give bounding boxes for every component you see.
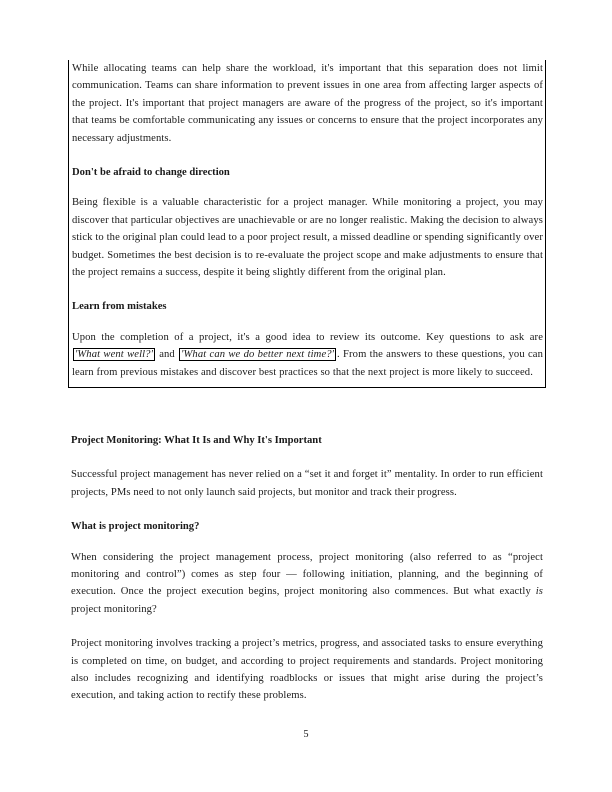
emphasis-is: is bbox=[535, 586, 544, 598]
spacer bbox=[71, 536, 543, 549]
paragraph-text-tail: project monitoring? bbox=[71, 603, 157, 615]
paragraph-successful-project-management: Successful project management has never relied on a “set it and forget it” mentality. In order to run efficient projects, PMs need to not only launch said projects, but monitor and track their progress. bbox=[71, 469, 543, 498]
paragraph-text-tail: . From the answers to these questions, you can learn from previous mistakes and discover best practices so that the next project is more likely to succeed. bbox=[72, 349, 544, 378]
paragraph-text-conjunction: and bbox=[159, 349, 175, 361]
heading-what-is-project-monitoring: What is project monitoring? bbox=[71, 521, 200, 533]
paragraph-allocating-teams: While allocating teams can help share the workload, it's important that this separation does not limit communication. Teams can share information to prevent issues in one area from affecting larger aspects of the project. It's important that project managers are aware of the progress of the project, so it's important that teams be comfortable communicating any issues or concerns to ensure that the project incorporates any necessary adjustments. bbox=[72, 63, 543, 144]
framed-revision-block bbox=[68, 60, 546, 388]
paragraph-being-flexible: Being flexible is a valuable characteristic for a project manager. While monitoring a project, you may discover that particular objectives are unachievable or are no longer realistic. Making the decision to always stick to the original plan could lead to a poor project result, a missed deadline or spending significantly over budget. Sometimes the best decision is to re-evaluate the project scope and make adjustments to ensure that the project remains a success, despite it being slightly different from the original plan. bbox=[72, 197, 543, 279]
paragraph-text-lead: When considering the project management process, project monitoring (also referred to as “project monitoring and control”) comes as step four — following initiation, planning, and the beginning of execution. Once the project execution begins, project monitoring also commences. But what exactly bbox=[71, 551, 543, 598]
spacer bbox=[72, 181, 543, 194]
paragraph-when-considering bbox=[71, 549, 543, 619]
paragraph-text-lead: Upon the completion of a project, it's a good idea to review its outcome. Key questions to ask are bbox=[72, 331, 543, 343]
heading-dont-be-afraid-to-change-direction: Don't be afraid to change direction bbox=[72, 167, 230, 179]
spacer bbox=[72, 281, 543, 298]
paragraph-project-monitoring-involves: Project monitoring involves tracking a project’s metrics, progress, and associated tasks to ensure everything is completed on time, on budget, and according to project requirements and standards. Project monitoring also includes recognizing and identifying roadblocks or issues that might arise during the project’s execution, and taking action to rectify these problems. bbox=[71, 638, 543, 702]
paragraph-learn-from-mistakes-body bbox=[72, 329, 543, 381]
spacer bbox=[71, 449, 543, 466]
boxed-quote-what-can-we-do-better-next-time: 'What can we do better next time?' bbox=[181, 349, 335, 361]
boxed-quote-what-went-well: 'What went well?' bbox=[75, 349, 153, 361]
heading-project-monitoring-what-it-is: Project Monitoring: What It Is and Why It's Important bbox=[71, 435, 322, 446]
heading-learn-from-mistakes: Learn from mistakes bbox=[72, 301, 167, 313]
spacer bbox=[71, 618, 543, 635]
page-number: 5 bbox=[303, 729, 309, 740]
main-content-block bbox=[71, 432, 543, 705]
spacer bbox=[72, 147, 543, 164]
spacer bbox=[71, 501, 543, 518]
spacer bbox=[72, 316, 543, 329]
